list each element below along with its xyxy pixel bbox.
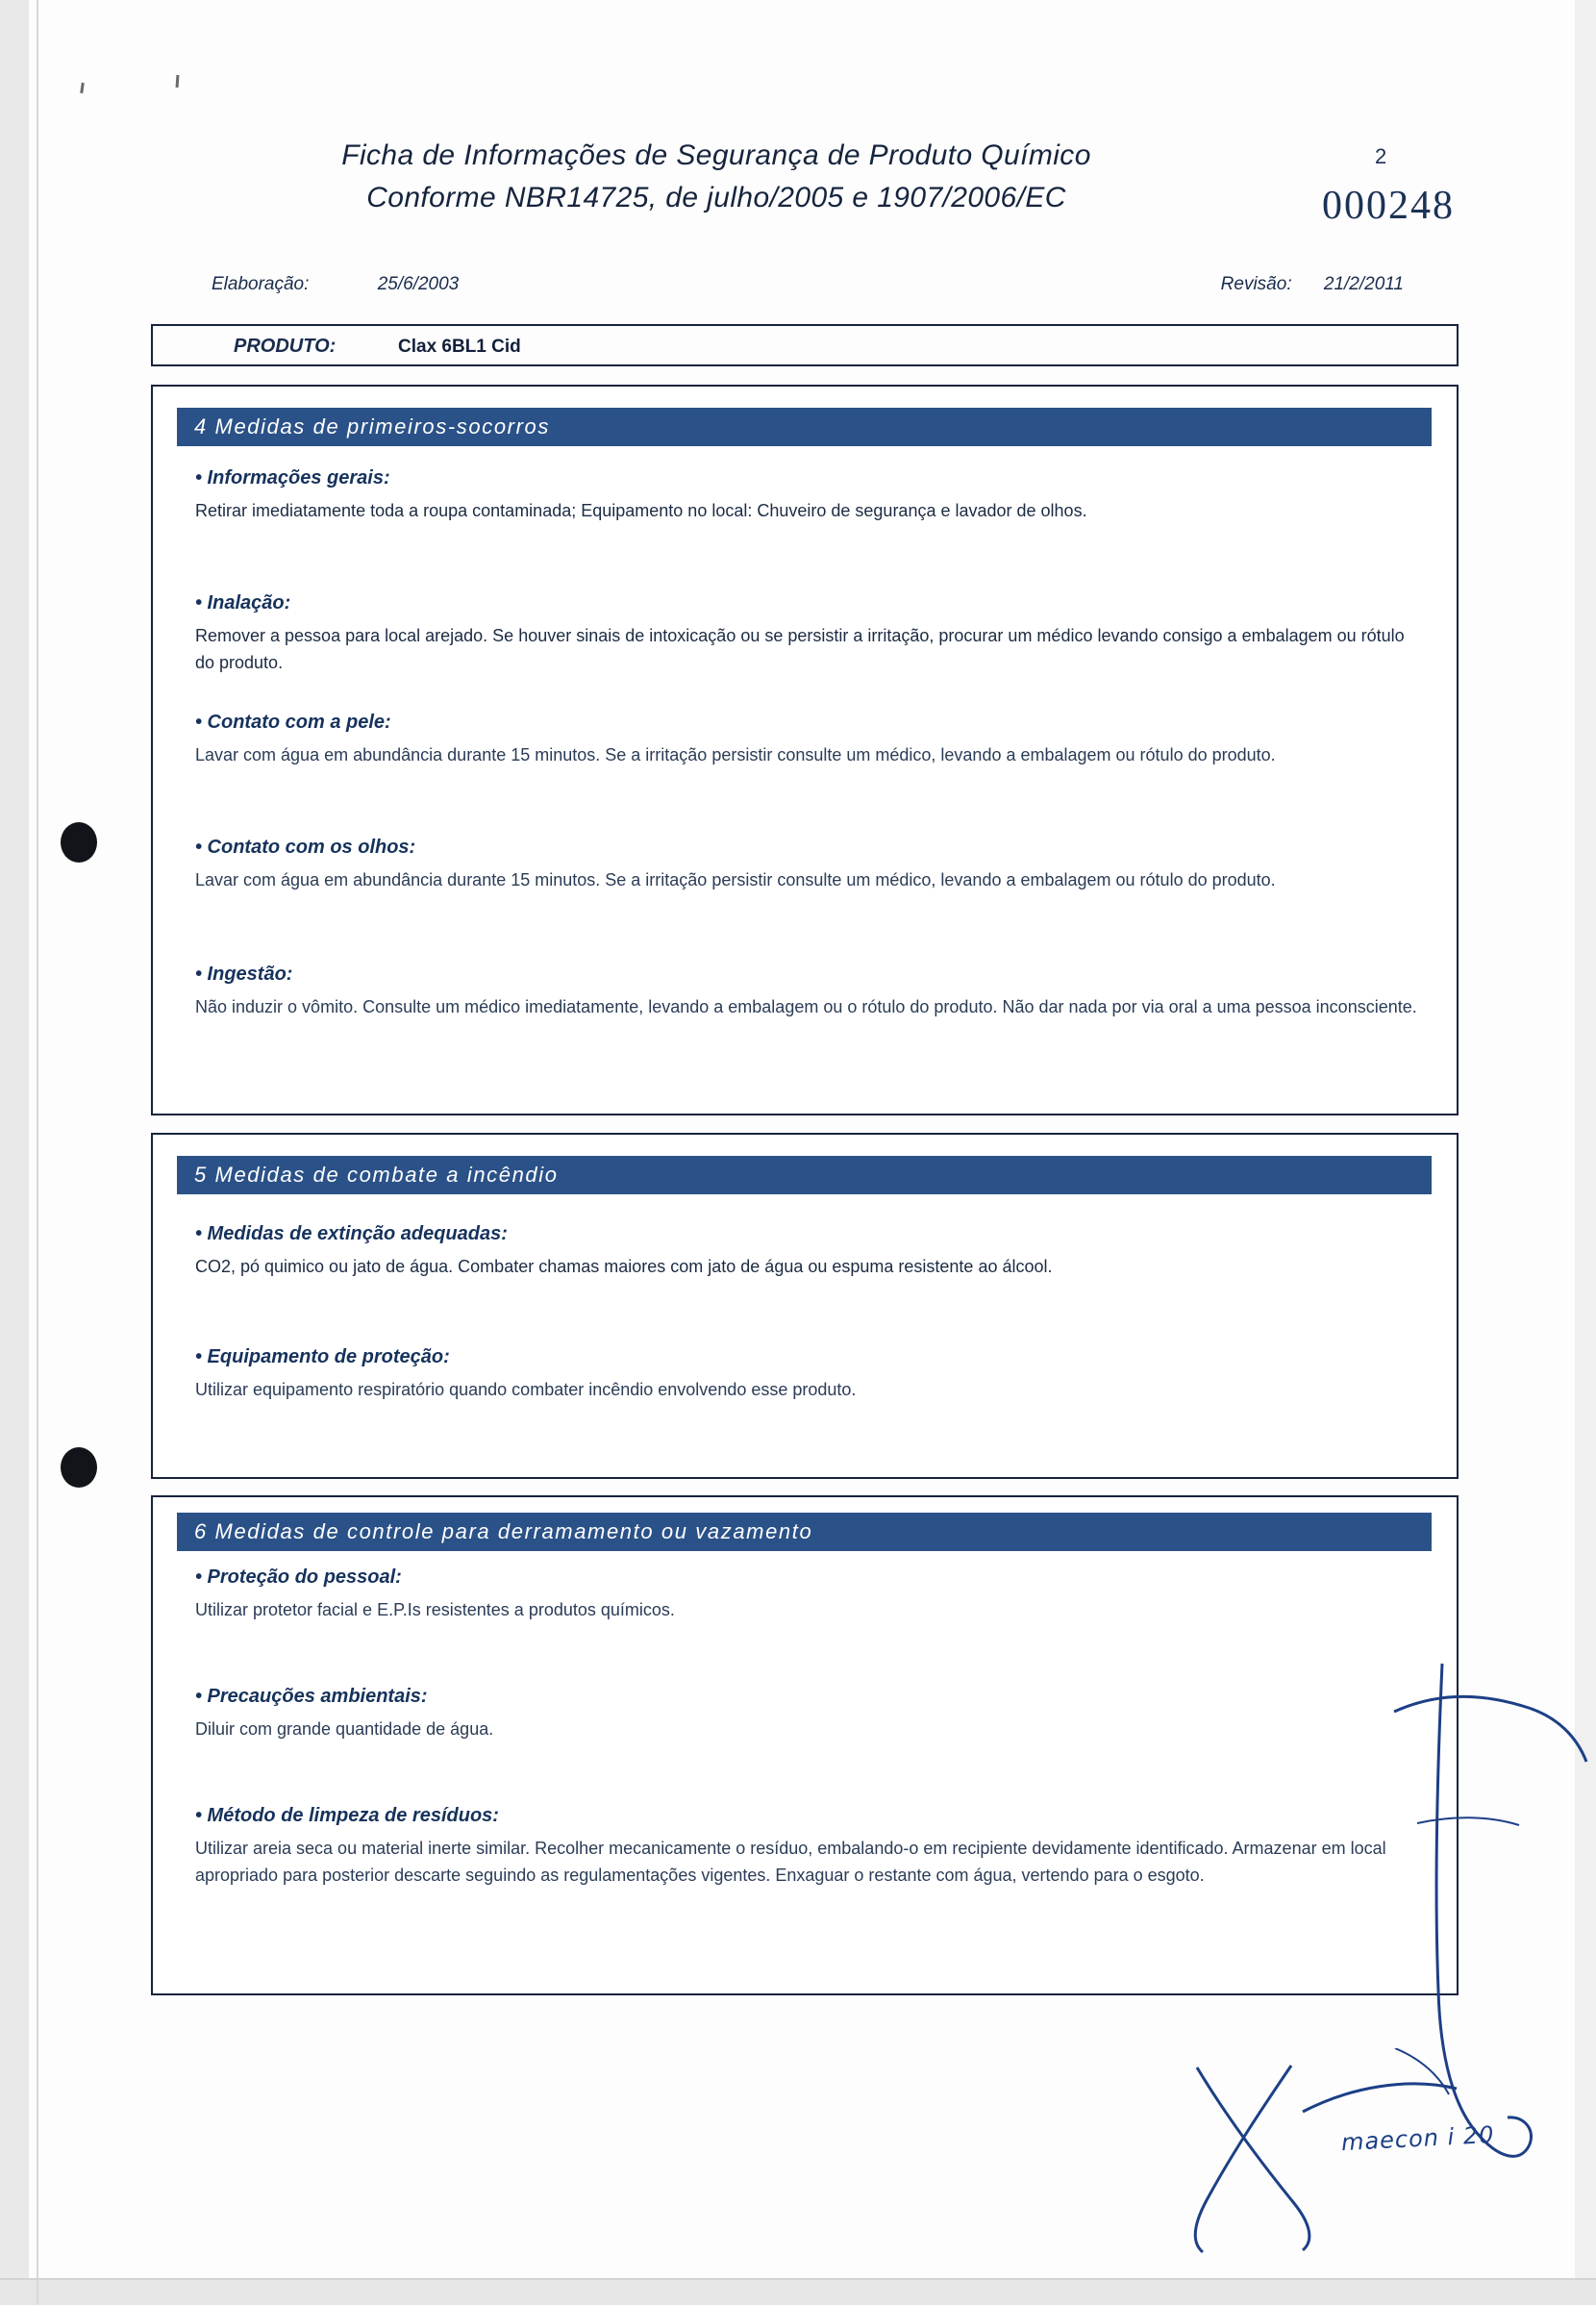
scan-speck bbox=[80, 83, 85, 93]
section6-block-precaucoes-ambientais bbox=[195, 1686, 1426, 1742]
block-subtitle: • Medidas de extinção adequadas: bbox=[195, 1223, 508, 1244]
product-label: PRODUTO: bbox=[234, 336, 337, 357]
block-text: Remover a pessoa para local arejado. Se houver sinais de intoxicação ou se persistir a irritação, procurar um médico levando consigo a embalagem ou rótulo do produto. bbox=[195, 626, 1405, 672]
elaboracao-label: Elaboração: bbox=[212, 274, 310, 294]
scan-edge-right bbox=[1575, 0, 1596, 2305]
scan-line-bottom bbox=[0, 2278, 1596, 2280]
elaboracao-value: 25/6/2003 bbox=[377, 274, 460, 294]
section-heading-6: 6 Medidas de controle para derramamento ou vazamento bbox=[177, 1513, 1432, 1551]
section6-block-protecao-pessoal bbox=[195, 1566, 1426, 1623]
section4-block-informacoes-gerais bbox=[195, 467, 1426, 524]
section-card-6 bbox=[151, 1495, 1459, 1995]
scan-edge-bottom bbox=[0, 2280, 1596, 2305]
scan-line-left bbox=[37, 0, 38, 2305]
block-text: CO2, pó quimico ou jato de água. Combater chamas maiores com jato de água ou espuma resistente ao álcool. bbox=[195, 1257, 1053, 1276]
scan-speck bbox=[176, 75, 180, 88]
block-subtitle: • Proteção do pessoal: bbox=[195, 1566, 402, 1588]
block-text: Lavar com água em abundância durante 15 minutos. Se a irritação persistir consulte um médico, levando a embalagem ou rótulo do produto. bbox=[195, 745, 1276, 764]
page-number: 2 bbox=[1375, 144, 1387, 168]
block-subtitle: • Precauções ambientais: bbox=[195, 1686, 428, 1707]
block-text: Não induzir o vômito. Consulte um médico imediatamente, levando a embalagem ou o rótulo do produto. Não dar nada por via oral a uma pessoa inconsciente. bbox=[195, 997, 1417, 1016]
block-text: Retirar imediatamente toda a roupa contaminada; Equipamento no local: Chuveiro de segurança e lavador de olhos. bbox=[195, 501, 1087, 520]
block-text: Diluir com grande quantidade de água. bbox=[195, 1719, 494, 1739]
punch-hole-icon bbox=[61, 1447, 97, 1488]
section5-block-extincao bbox=[195, 1223, 1426, 1280]
block-subtitle: • Ingestão: bbox=[195, 964, 293, 985]
block-subtitle: • Contato com a pele: bbox=[195, 712, 391, 733]
section4-block-ingestao bbox=[195, 964, 1426, 1020]
product-value: Clax 6BL1 Cid bbox=[398, 337, 521, 357]
product-box bbox=[151, 324, 1459, 366]
signature-mark bbox=[1168, 2048, 1534, 2269]
document-title bbox=[173, 135, 1259, 219]
block-subtitle: • Método de limpeza de resíduos: bbox=[195, 1805, 499, 1826]
section4-block-contato-olhos bbox=[195, 837, 1426, 893]
scan-edge-left bbox=[0, 0, 29, 2305]
block-subtitle: • Inalação: bbox=[195, 592, 291, 614]
punch-hole-icon bbox=[61, 822, 97, 863]
section5-block-equipamento-protecao bbox=[195, 1346, 1426, 1403]
section-heading-5: 5 Medidas de combate a incêndio bbox=[177, 1156, 1432, 1194]
document-title-line1: Ficha de Informações de Segurança de Produto Químico bbox=[341, 139, 1091, 171]
section-card-4 bbox=[151, 385, 1459, 1115]
block-subtitle: • Equipamento de proteção: bbox=[195, 1346, 450, 1367]
block-text: Lavar com água em abundância durante 15 minutos. Se a irritação persistir consulte um médico, levando a embalagem ou rótulo do produto. bbox=[195, 870, 1276, 889]
section4-block-inalacao bbox=[195, 592, 1426, 676]
document-stamp-number: 000248 bbox=[1322, 184, 1455, 228]
section6-block-metodo-limpeza bbox=[195, 1805, 1426, 1889]
block-text: Utilizar equipamento respiratório quando combater incêndio envolvendo esse produto. bbox=[195, 1380, 857, 1399]
revisao-field bbox=[1221, 274, 1404, 295]
revisao-label: Revisão: bbox=[1220, 274, 1292, 294]
section-card-5 bbox=[151, 1133, 1459, 1479]
elaboracao-field bbox=[212, 274, 459, 295]
handwritten-note: maecon i 20 bbox=[1340, 2120, 1496, 2157]
section-heading-4: 4 Medidas de primeiros-socorros bbox=[177, 408, 1432, 446]
revisao-value: 21/2/2011 bbox=[1323, 274, 1404, 294]
block-subtitle: • Contato com os olhos: bbox=[195, 837, 416, 858]
block-text: Utilizar protetor facial e E.P.Is resistentes a produtos químicos. bbox=[195, 1600, 675, 1619]
document-title-line2: Conforme NBR14725, de julho/2005 e 1907/2006/EC bbox=[366, 182, 1066, 213]
block-subtitle: • Informações gerais: bbox=[195, 467, 390, 489]
section4-block-contato-pele bbox=[195, 712, 1426, 768]
block-text: Utilizar areia seca ou material inerte similar. Recolher mecanicamente o resíduo, embalando-o em recipiente devidamente identificado. Armazenar em local apropriado para posterior descarte seguindo as regulamentações vigentes. Enxaguar o restante com água, vertendo para o esgoto. bbox=[195, 1839, 1386, 1885]
